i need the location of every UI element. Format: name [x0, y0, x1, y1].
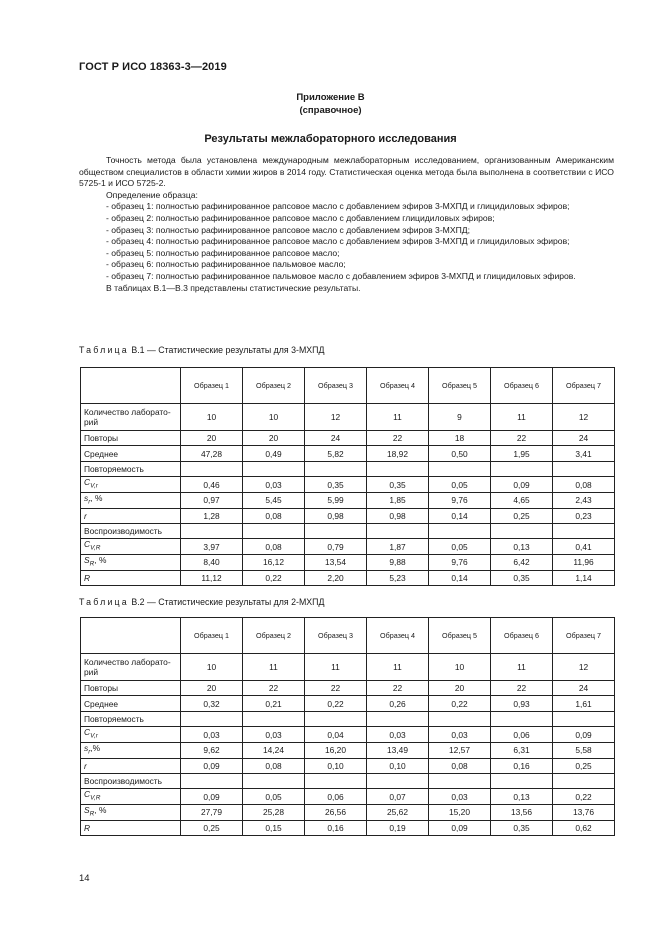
row-label	[81, 492, 181, 508]
row-label: Количество лабораторий	[81, 654, 181, 681]
table-cell: 24	[553, 431, 615, 446]
table-cell: 13,56	[491, 804, 553, 820]
table-cell: 3,97	[181, 539, 243, 555]
table-cell: 0,09	[491, 477, 553, 493]
table-row	[81, 492, 615, 508]
table-cell	[491, 523, 553, 538]
table-row	[81, 431, 615, 446]
table-caption-text: В.1 — Статистические результаты для 3-МХПД	[128, 345, 325, 355]
table-cell: 22	[367, 681, 429, 696]
row-label-subscript: r	[88, 748, 91, 756]
row-label-symbol: S	[84, 804, 90, 815]
table-row	[81, 446, 615, 461]
table-caption	[79, 345, 324, 355]
table-cell: 0,09	[181, 758, 243, 773]
table-cell: 6,31	[491, 742, 553, 758]
table-cell: 0,35	[305, 477, 367, 493]
table-cell: 1,95	[491, 446, 553, 461]
row-label-subscript: V,R	[90, 544, 101, 552]
row-label-subscript: R	[89, 560, 95, 568]
row-label-symbol: r	[84, 510, 87, 521]
row-label	[81, 742, 181, 758]
table-cell: 0,05	[243, 789, 305, 805]
table-cell: 0,35	[491, 820, 553, 835]
table-cell: 9,88	[367, 554, 429, 570]
row-label	[81, 539, 181, 555]
row-label	[81, 727, 181, 743]
table-caption-word: Таблица	[79, 345, 129, 355]
table-cell: 11	[491, 654, 553, 681]
table-cell: 0,06	[305, 789, 367, 805]
table-cell: 0,09	[181, 789, 243, 805]
annex-label: Приложение В	[296, 92, 365, 103]
table-cell: 5,82	[305, 446, 367, 461]
table-cell: 11,96	[553, 554, 615, 570]
table-cell	[553, 523, 615, 538]
table-cell: 0,19	[367, 820, 429, 835]
table-cell	[243, 773, 305, 788]
row-label-symbol: C	[84, 539, 91, 550]
table-cell: 0,06	[491, 727, 553, 743]
table-cell: 0,08	[243, 539, 305, 555]
table-cell: 15,20	[429, 804, 491, 820]
table-row	[81, 696, 615, 711]
table-cell: 0,22	[553, 789, 615, 805]
table-cell: 6,42	[491, 554, 553, 570]
table-cell: 0,22	[305, 696, 367, 711]
row-label-symbol: s	[84, 492, 89, 503]
column-header: Образец 7	[553, 618, 615, 654]
table-cell	[367, 461, 429, 476]
table-cell: 0,25	[181, 820, 243, 835]
table-row	[81, 554, 615, 570]
row-label: Повторы	[81, 431, 181, 446]
table-cell: 20	[243, 431, 305, 446]
table-cell: 0,22	[429, 696, 491, 711]
table-cell: 0,25	[491, 508, 553, 523]
table-cell: 0,46	[181, 477, 243, 493]
table-cell: 12,57	[429, 742, 491, 758]
table-cell: 0,13	[491, 789, 553, 805]
column-header: Образец 2	[243, 618, 305, 654]
table-cell: 0,97	[181, 492, 243, 508]
row-label-unit: ,%	[90, 742, 101, 753]
table-cell: 0,35	[367, 477, 429, 493]
table-cell: 0,16	[491, 758, 553, 773]
sample-definition: - образец 1: полностью рафинированное рапсовое масло с добавлением эфиров 3-МХПД и глицидиловых эфиров;	[106, 201, 570, 212]
row-label: Воспроизводимость	[81, 523, 181, 538]
table-cell: 16,12	[243, 554, 305, 570]
column-header: Образец 5	[429, 618, 491, 654]
table-cell: 1,28	[181, 508, 243, 523]
column-header: Образец 4	[367, 618, 429, 654]
table-row	[81, 654, 615, 681]
table-cell: 22	[491, 681, 553, 696]
table-cell: 0,79	[305, 539, 367, 555]
table-cell	[553, 461, 615, 476]
row-label: Повторы	[81, 681, 181, 696]
column-header: Образец 5	[429, 368, 491, 404]
table-cell: 22	[491, 431, 553, 446]
row-label-symbol: S	[84, 554, 90, 565]
table-cell: 0,49	[243, 446, 305, 461]
annex-title: Результаты межлабораторного исследования	[204, 133, 457, 145]
table-row	[81, 404, 615, 431]
table-cell	[243, 523, 305, 538]
table-cell: 0,32	[181, 696, 243, 711]
table-cell	[181, 461, 243, 476]
table-cell: 9	[429, 404, 491, 431]
table-row	[81, 539, 615, 555]
row-label-symbol: C	[84, 789, 91, 800]
table-cell: 13,54	[305, 554, 367, 570]
sample-definition: - образец 7: полностью рафинированное пальмовое масло с добавлением эфиров 3-МХПД и глицидиловых эфиров.	[106, 270, 576, 281]
table-cell: 10	[243, 404, 305, 431]
table-cell: 16,20	[305, 742, 367, 758]
table-row	[81, 742, 615, 758]
table-cell	[491, 711, 553, 726]
table-cell: 0,25	[553, 758, 615, 773]
table-cell: 18	[429, 431, 491, 446]
table-cell: 12	[305, 404, 367, 431]
table-cell: 27,79	[181, 804, 243, 820]
table-row	[81, 681, 615, 696]
table-cell: 20	[181, 431, 243, 446]
row-label-symbol: s	[84, 742, 89, 753]
sample-definition: - образец 4: полностью рафинированное рапсовое масло с добавлением эфиров 3-МХПД и глицидиловых эфиров;	[106, 236, 570, 247]
standard-header: ГОСТ Р ИСО 18363-3—2019	[79, 61, 227, 73]
column-header: Образец 1	[181, 618, 243, 654]
table-cell	[305, 711, 367, 726]
table-caption-word: Таблица	[79, 597, 129, 607]
table-row	[81, 508, 615, 523]
table-cell: 24	[305, 431, 367, 446]
header-cell-empty	[81, 368, 181, 404]
table-cell: 13,49	[367, 742, 429, 758]
table-cell: 13,76	[553, 804, 615, 820]
samples-list	[79, 201, 614, 282]
row-label-unit: , %	[90, 492, 103, 503]
table-row	[81, 789, 615, 805]
table-cell: 0,15	[243, 820, 305, 835]
table-cell: 25,28	[243, 804, 305, 820]
table-cell	[553, 711, 615, 726]
table-cell: 20	[429, 681, 491, 696]
row-label	[81, 789, 181, 805]
table-cell: 0,23	[553, 508, 615, 523]
table-cell: 0,03	[181, 727, 243, 743]
results-table-3mcpd	[80, 367, 615, 586]
column-header: Образец 4	[367, 368, 429, 404]
table-cell: 0,09	[429, 820, 491, 835]
table-cell: 0,03	[367, 727, 429, 743]
table-cell: 0,05	[429, 539, 491, 555]
table-cell: 0,03	[243, 727, 305, 743]
row-label	[81, 554, 181, 570]
table-caption-text: В.2 — Статистические результаты для 2-МХПД	[128, 597, 325, 607]
row-label: Повторяемость	[81, 461, 181, 476]
table-cell: 0,08	[429, 758, 491, 773]
table-cell: 3,41	[553, 446, 615, 461]
table-row	[81, 461, 615, 476]
table-cell: 0,93	[491, 696, 553, 711]
row-label: Повторяемость	[81, 711, 181, 726]
results-table-2mcpd	[80, 617, 615, 836]
table-cell	[429, 711, 491, 726]
row-label-subscript: R	[89, 810, 95, 818]
table-cell: 0,98	[367, 508, 429, 523]
table-cell: 0,21	[243, 696, 305, 711]
row-label-symbol: r	[84, 760, 87, 771]
table-cell: 26,56	[305, 804, 367, 820]
table-cell: 24	[553, 681, 615, 696]
table-caption	[79, 597, 324, 607]
annex-kind: (справочное)	[299, 105, 362, 116]
row-label	[81, 820, 181, 835]
table-cell: 0,10	[367, 758, 429, 773]
row-label-subscript: V,r	[90, 482, 98, 490]
row-label-symbol: R	[84, 822, 91, 833]
table-cell: 9,76	[429, 492, 491, 508]
sample-definition: - образец 5: полностью рафинированное рапсовое масло;	[106, 247, 340, 258]
table-cell	[367, 523, 429, 538]
table-cell	[429, 773, 491, 788]
table-cell: 0,04	[305, 727, 367, 743]
table-cell: 0,22	[243, 570, 305, 585]
table-cell: 11	[367, 404, 429, 431]
column-header: Образец 2	[243, 368, 305, 404]
table-row	[81, 570, 615, 585]
table-row	[81, 758, 615, 773]
table-cell: 0,08	[243, 508, 305, 523]
table-cell: 0,35	[491, 570, 553, 585]
table-row	[81, 477, 615, 493]
table-cell: 18,92	[367, 446, 429, 461]
column-header: Образец 3	[305, 618, 367, 654]
table-cell	[553, 773, 615, 788]
column-header: Образец 6	[491, 618, 553, 654]
table-cell: 0,07	[367, 789, 429, 805]
table-cell	[491, 461, 553, 476]
table-cell: 0,09	[553, 727, 615, 743]
table-cell: 2,20	[305, 570, 367, 585]
definition-paragraph: Определение образца:	[106, 189, 198, 200]
row-label	[81, 570, 181, 585]
table-cell: 8,40	[181, 554, 243, 570]
table-cell: 5,23	[367, 570, 429, 585]
column-header: Образец 6	[491, 368, 553, 404]
table-cell: 11,12	[181, 570, 243, 585]
row-label-unit: , %	[94, 804, 107, 815]
table-cell: 0,05	[429, 477, 491, 493]
table-cell	[305, 773, 367, 788]
row-label-subscript: V,r	[90, 732, 98, 740]
table-cell	[367, 773, 429, 788]
intro-paragraph: Точность метода была установлена международным межлабораторным исследованием, организованным Американским обществом специалистов в области химии жиров в 2014 году. Статистическая оценка метода была выполнена в соответствии с ИСО 5725-1 и ИСО 5725-2.	[79, 155, 614, 189]
page-number: 14	[79, 873, 90, 884]
body-text	[79, 155, 614, 294]
table-header-row	[81, 618, 615, 654]
table-cell: 11	[491, 404, 553, 431]
column-header: Образец 1	[181, 368, 243, 404]
table-cell: 14,24	[243, 742, 305, 758]
table-cell	[305, 461, 367, 476]
table-cell: 0,08	[243, 758, 305, 773]
table-cell: 0,14	[429, 508, 491, 523]
row-label-symbol: R	[84, 572, 91, 583]
table-cell: 0,14	[429, 570, 491, 585]
row-label	[81, 758, 181, 773]
table-cell: 0,98	[305, 508, 367, 523]
table-cell	[181, 523, 243, 538]
column-header: Образец 7	[553, 368, 615, 404]
row-label: Среднее	[81, 696, 181, 711]
table-cell: 0,03	[243, 477, 305, 493]
table-cell	[181, 773, 243, 788]
table-cell	[181, 711, 243, 726]
table-cell: 47,28	[181, 446, 243, 461]
table-cell: 1,61	[553, 696, 615, 711]
sample-definition: - образец 3: полностью рафинированное рапсовое масло с добавлением эфиров 3-МХПД;	[106, 224, 470, 235]
table-cell: 11	[305, 654, 367, 681]
table-cell	[243, 461, 305, 476]
table-cell: 10	[181, 654, 243, 681]
table-cell: 25,62	[367, 804, 429, 820]
row-label	[81, 804, 181, 820]
row-label-symbol: C	[84, 477, 91, 488]
row-label	[81, 508, 181, 523]
table-cell: 0,13	[491, 539, 553, 555]
sample-definition: - образец 2: полностью рафинированное рапсовое масло с добавлением глицидиловых эфиров;	[106, 212, 495, 223]
column-header: Образец 3	[305, 368, 367, 404]
header-cell-empty	[81, 618, 181, 654]
table-row	[81, 711, 615, 726]
table-cell: 22	[305, 681, 367, 696]
table-cell: 22	[367, 431, 429, 446]
row-label-subscript: V,R	[90, 794, 101, 802]
table-cell: 0,03	[429, 727, 491, 743]
table-cell: 0,41	[553, 539, 615, 555]
table-cell: 1,87	[367, 539, 429, 555]
table-cell: 1,85	[367, 492, 429, 508]
row-label: Среднее	[81, 446, 181, 461]
row-label-subscript: r	[88, 498, 91, 506]
table-row	[81, 773, 615, 788]
table-cell	[491, 773, 553, 788]
table-cell: 0,62	[553, 820, 615, 835]
table-cell: 10	[429, 654, 491, 681]
table-cell: 0,50	[429, 446, 491, 461]
table-cell: 10	[181, 404, 243, 431]
table-cell: 0,26	[367, 696, 429, 711]
table-row	[81, 820, 615, 835]
table-cell: 2,43	[553, 492, 615, 508]
table-cell: 0,03	[429, 789, 491, 805]
row-label-symbol: C	[84, 727, 91, 738]
table-cell: 20	[181, 681, 243, 696]
table-cell: 11	[367, 654, 429, 681]
table-cell	[243, 711, 305, 726]
table-cell: 12	[553, 404, 615, 431]
row-label	[81, 477, 181, 493]
table-cell: 11	[243, 654, 305, 681]
table-header-row	[81, 368, 615, 404]
row-label: Воспроизводимость	[81, 773, 181, 788]
table-cell	[367, 711, 429, 726]
row-label: Количество лабораторий	[81, 404, 181, 431]
table-cell: 9,76	[429, 554, 491, 570]
table-cell: 22	[243, 681, 305, 696]
table-cell: 12	[553, 654, 615, 681]
table-cell: 9,62	[181, 742, 243, 758]
table-cell: 5,45	[243, 492, 305, 508]
table-cell	[429, 523, 491, 538]
table-cell	[305, 523, 367, 538]
table-cell: 0,16	[305, 820, 367, 835]
table-cell: 4,65	[491, 492, 553, 508]
table-cell: 0,08	[553, 477, 615, 493]
table-row	[81, 727, 615, 743]
table-cell: 0,10	[305, 758, 367, 773]
table-cell: 5,99	[305, 492, 367, 508]
table-row	[81, 523, 615, 538]
table-cell	[429, 461, 491, 476]
closing-paragraph: В таблицах В.1—В.3 представлены статистические результаты.	[106, 282, 361, 293]
row-label-unit: , %	[94, 554, 107, 565]
table-row	[81, 804, 615, 820]
sample-definition: - образец 6: полностью рафинированное пальмовое масло;	[106, 259, 346, 270]
table-cell: 1,14	[553, 570, 615, 585]
table-cell: 5,58	[553, 742, 615, 758]
